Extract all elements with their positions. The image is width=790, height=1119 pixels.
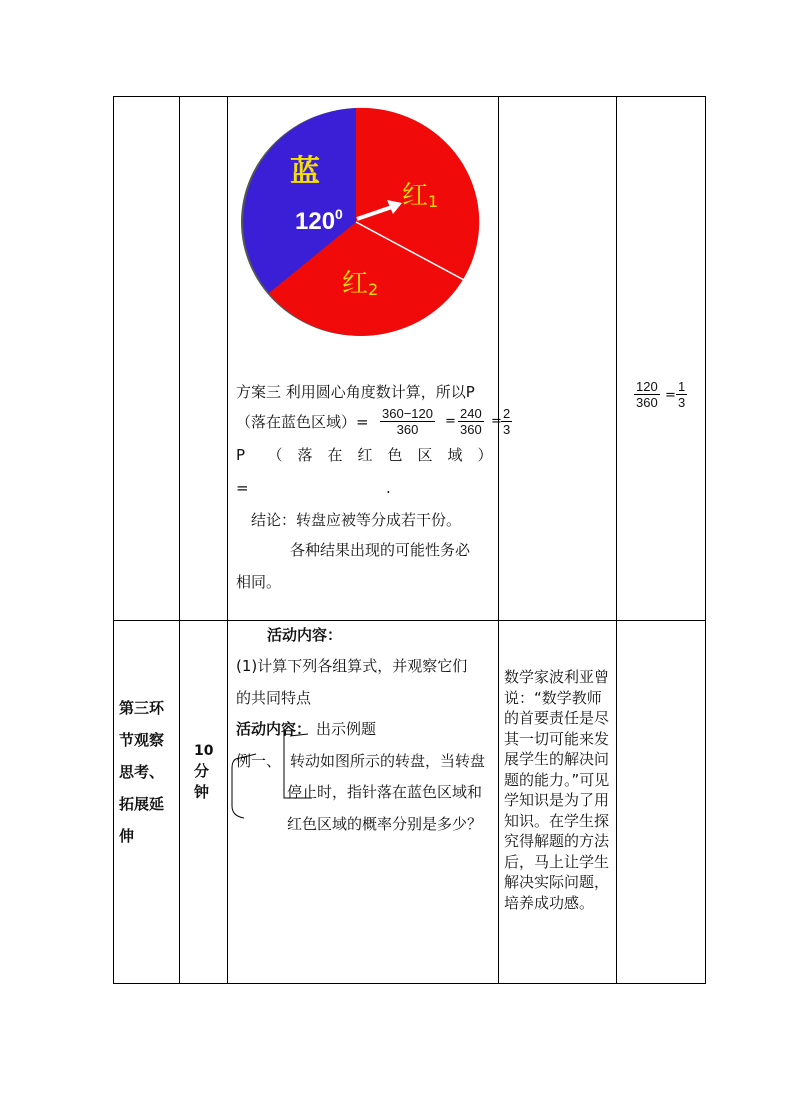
col-border-1 xyxy=(113,96,114,984)
example-line1: 转动如图所示的转盘，当转盘 xyxy=(290,752,486,770)
fraction-3 xyxy=(501,406,512,437)
stage-line-2: 节观察 xyxy=(119,731,165,749)
time-line-2: 分 xyxy=(194,762,210,780)
conclusion-line1: 结论：转盘应被等分成若干份。 xyxy=(251,511,462,529)
col-border-2 xyxy=(179,96,180,984)
stage-line-3: 思考、 xyxy=(119,763,165,781)
brace-top xyxy=(240,754,256,758)
activity2-text: 出示例题 xyxy=(316,720,377,738)
stage-line-1: 第三环 xyxy=(119,699,165,717)
col-border-4 xyxy=(498,96,499,984)
teaching-note: 数学家波利亚曾说：“数学教师的首要责任是尽其一切可能来发展学生的解决问题的能力。”可见学知识是为了用知识。在学生探究得解题的方法后，马上让学生解决实际问题，培养成功感。 xyxy=(504,668,610,912)
table-bottom-border xyxy=(113,983,706,984)
pie-label-blue: 蓝 xyxy=(290,154,320,189)
method-line3: P （ 落 在 红 色 区 域 ） xyxy=(236,446,493,464)
method-line1: 方案三 利用圆心角度数计算，所以P xyxy=(236,383,475,401)
fraction-1 xyxy=(380,406,435,437)
conclusion-line2: 各种结果出现的可能性务必 xyxy=(290,541,471,559)
example-line2: 停止时，指针落在蓝色区域和 xyxy=(287,783,483,801)
pie-label-red2: 红2 xyxy=(342,269,379,299)
fraction-1-den: 360 xyxy=(396,422,419,437)
pie-label-angle: $120^0$ xyxy=(295,206,343,235)
equals-2: = xyxy=(491,414,502,429)
row-divider xyxy=(113,620,706,621)
col-border-3 xyxy=(227,96,228,984)
right-fraction-2-num: 1 xyxy=(678,379,686,394)
example-brace xyxy=(228,718,318,822)
right-fraction-2-den: 3 xyxy=(678,395,686,410)
pie-label-red1: 红1 xyxy=(402,181,439,211)
col-border-5 xyxy=(616,96,617,984)
col-border-6 xyxy=(705,96,706,984)
fraction-2-den: 360 xyxy=(460,422,482,437)
method-line4-eq: = xyxy=(236,479,249,497)
brace-right-stem xyxy=(284,728,312,798)
right-fraction-1-num: 120 xyxy=(636,379,658,394)
spinner-pie xyxy=(238,104,482,338)
conclusion-line3: 相同。 xyxy=(236,573,282,591)
example-label: 例一、 xyxy=(236,752,282,770)
activity-title: 活动内容： xyxy=(267,626,343,644)
task1-line2: 的共同特点 xyxy=(236,689,312,707)
method-prefix: （落在蓝色区域）= xyxy=(236,413,369,431)
brace-path xyxy=(232,758,244,818)
fraction-3-num: 2 xyxy=(503,406,511,421)
fraction-1-num: 360−120 xyxy=(382,406,433,421)
fraction-3-den: 3 xyxy=(503,422,511,437)
stage-line-4: 拓展延 xyxy=(119,795,165,813)
fraction-2 xyxy=(458,406,484,437)
time-line-3: 钟 xyxy=(194,783,210,801)
table-top-border xyxy=(113,96,706,97)
stage-line-5: 伸 xyxy=(119,827,135,845)
fraction-2-num: 240 xyxy=(460,406,482,421)
right-equals: = xyxy=(665,388,676,403)
example-line3: 红色区域的概率分别是多少？ xyxy=(287,815,483,833)
task1-line1: (1)计算下列各组算式，并观察它们 xyxy=(236,657,468,675)
equals-1: = xyxy=(445,414,456,429)
activity2-title: 活动内容： xyxy=(236,720,312,738)
time-line-1: 10 xyxy=(194,743,214,759)
right-fraction-1 xyxy=(634,379,660,410)
right-fraction-1-den: 360 xyxy=(636,395,658,410)
right-fraction-2 xyxy=(676,379,687,410)
method-line4-dot: . xyxy=(386,479,391,497)
brace-hook xyxy=(290,734,308,736)
